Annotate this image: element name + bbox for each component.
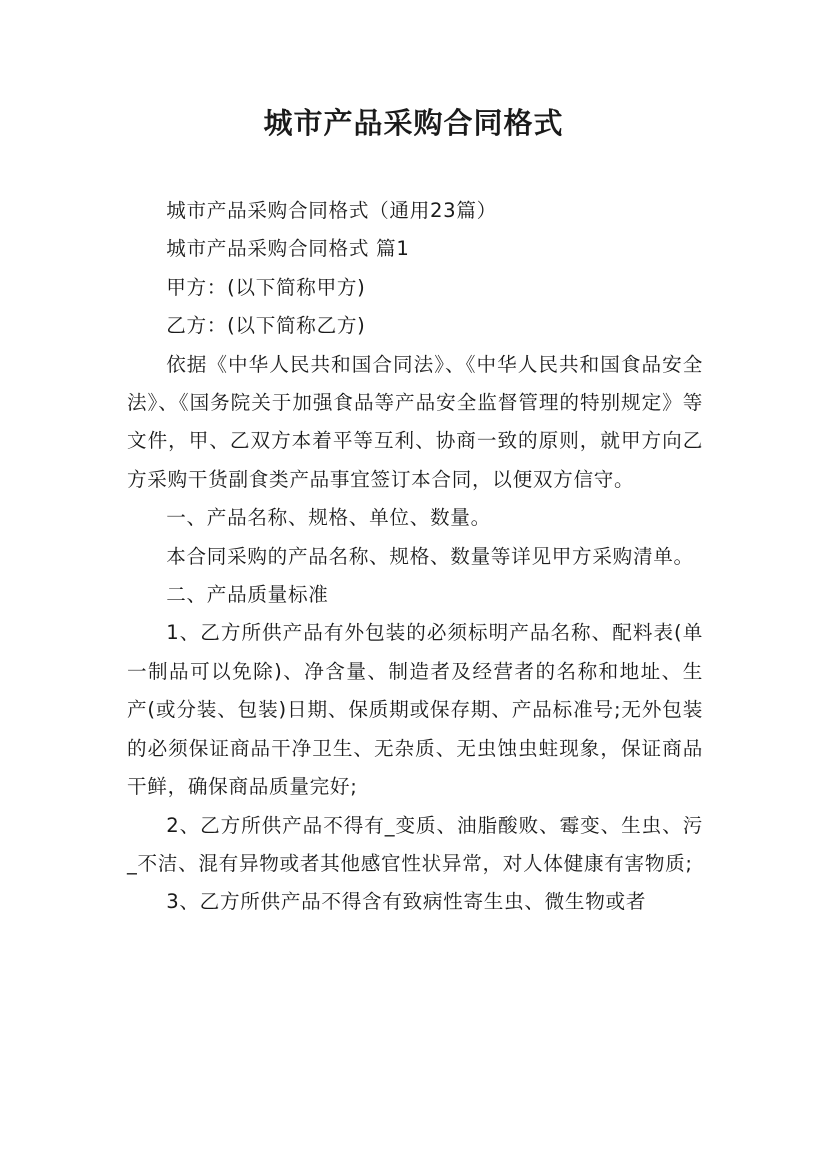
paragraph-clause-1-body: 本合同采购的产品名称、规格、数量等详见甲方采购清单。 bbox=[166, 544, 694, 568]
document-body bbox=[127, 192, 703, 922]
paragraph-clause-1-heading: 一、产品名称、规格、单位、数量。 bbox=[166, 506, 491, 530]
paragraph-preamble: 依据《中华人民共和国合同法》、《中华人民共和国食品安全法》、《国务院关于加强食品等产品安全监督管理的特别规定》等文件，甲、乙双方本着平等互利、协商一致的原则，就甲方向乙方采购干货副食类产品事宜签订本合同，以便双方信守。 bbox=[127, 352, 703, 491]
paragraph-party-b: 乙方：(以下简称乙方) bbox=[166, 314, 366, 338]
paragraph-party-a: 甲方：(以下简称甲方) bbox=[166, 275, 366, 299]
paragraph-clause-2-item-2: 2、乙方所供产品不得有_变质、油脂酸败、霉变、生虫、污_不洁、混有异物或者其他感官性状异常，对人体健康有害物质; bbox=[127, 813, 703, 875]
document-title: 城市产品采购合同格式 bbox=[263, 106, 564, 140]
paragraph-section-heading: 城市产品采购合同格式 篇1 bbox=[166, 237, 410, 261]
paragraph-clause-2-heading: 二、产品质量标准 bbox=[166, 583, 329, 607]
paragraph-subtitle: 城市产品采购合同格式（通用23篇） bbox=[166, 199, 497, 222]
paragraph-clause-2-item-3: 3、乙方所供产品不得含有致病性寄生虫、微生物或者 bbox=[166, 890, 647, 914]
paragraph-clause-2-item-1: 1、乙方所供产品有外包装的必须标明产品名称、配料表(单一制品可以免除)、净含量、制造者及经营者的名称和地址、生产(或分装、包装)日期、保质期或保存期、产品标准号;无外包装的必须保证商品干净卫生、无杂质、无虫蚀虫蛀现象，保证商品干鲜，确保商品质量完好; bbox=[127, 621, 703, 799]
